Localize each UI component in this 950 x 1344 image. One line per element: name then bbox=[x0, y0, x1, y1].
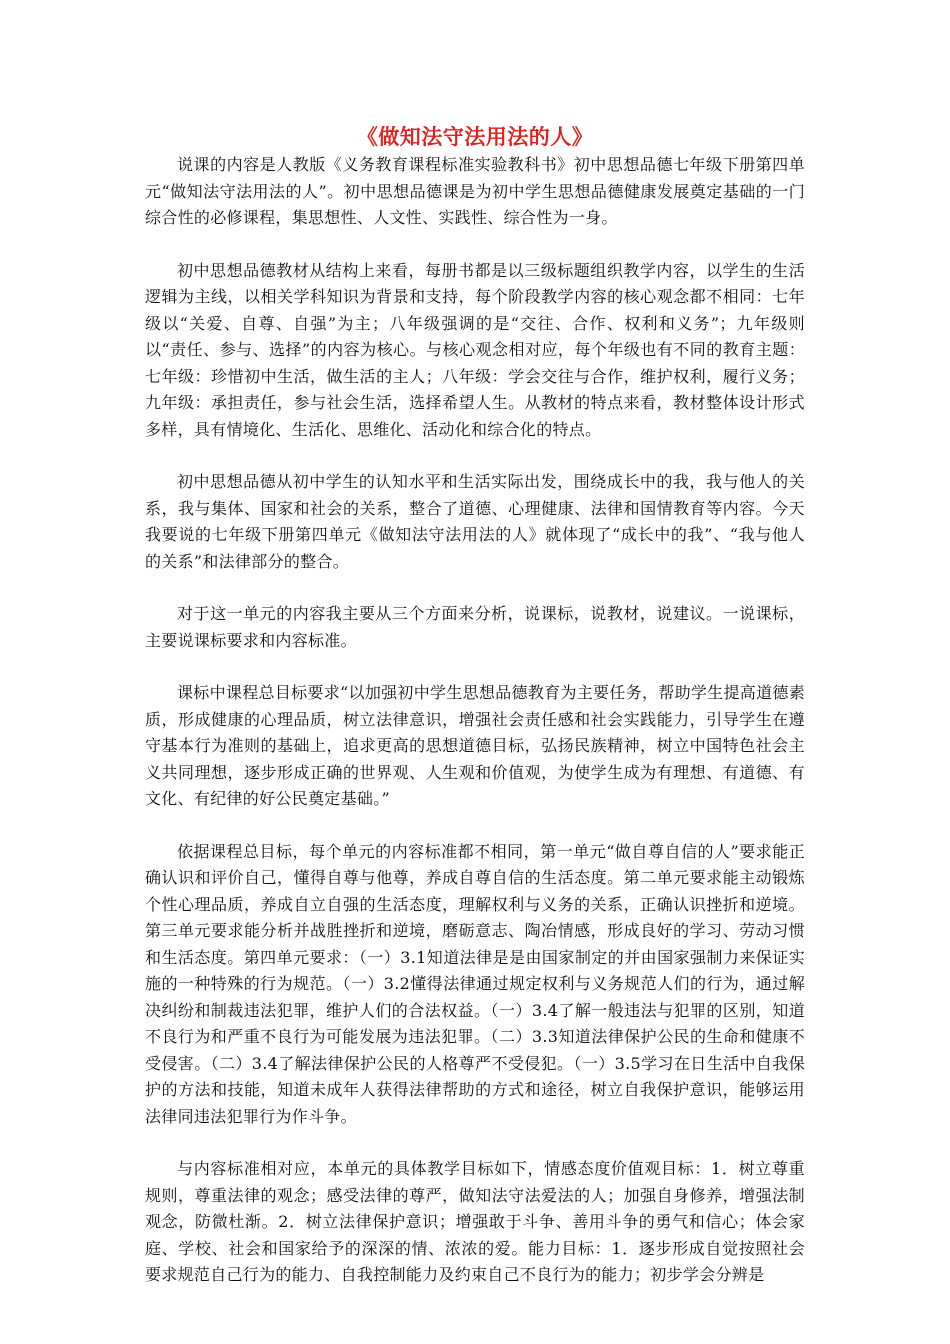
paragraph-analysis-plan: 对于这一单元的内容我主要从三个方面来分析，说课标，说教材，说建议。一说课标，主要说课标要求和内容标准。 bbox=[145, 604, 805, 650]
paragraph-textbook-structure: 初中思想品德教材从结构上来看，每册书都是以三级标题组织教学内容，以学生的生活逻辑为主线，以相关学科知识为背景和支持，每个阶段教学内容的核心观念都不相同：七年级以“关爱、自尊、自强”为主；八年级强调的是“交往、合作、权利和义务”；九年级则以“责任、参与、选择”的内容为核心。与核心观念相对应，每个年级也有不同的教育主题：七年级：珍惜初中生活，做生活的主人；八年级：学会交往与合作，维护权利，履行义务；九年级：承担责任，参与社会生活，选择希望人生。从教材的特点来看，教材整体设计形式多样，具有情境化、生活化、思维化、活动化和综合化的特点。 bbox=[145, 260, 805, 439]
paragraph-intro: 说课的内容是人教版《义务教育课程标准实验教科书》初中思想品德七年级下册第四单元“做知法守法用法的人”。初中思想品德课是为初中学生思想品德健康发展奠定基础的一门综合性的必修课程，集思想性、人文性、实践性、综合性为一身。 bbox=[145, 155, 805, 227]
paragraph-teaching-objectives: 与内容标准相对应，本单元的具体教学目标如下，情感态度价值观目标：1．树立尊重规则，尊重法律的观念；感受法律的尊严，做知法守法爱法的人；加强自身修养，增强法制观念，防微杜渐。2．树立法律保护意识；增强敢于斗争、善用斗争的勇气和信心；体会家庭、学校、社会和国家给予的深深的情、浓浓的爱。能力目标：1．逐步形成自觉按照社会要求规范自己行为的能力、自我控制能力及约束自己不良行为的能力；初步学会分辨是 bbox=[145, 1159, 805, 1284]
paragraph-content-integration: 初中思想品德从初中学生的认知水平和生活实际出发，围绕成长中的我，我与他人的关系，我与集体、国家和社会的关系，整合了道德、心理健康、法律和国情教育等内容。今天我要说的七年级下册第四单元《做知法守法用法的人》就体现了“成长中的我”、“我与他人的关系”和法律部分的整合。 bbox=[145, 472, 805, 571]
paragraph-curriculum-goal: 课标中课程总目标要求“以加强初中学生思想品德教育为主要任务，帮助学生提高道德素质，形成健康的心理品质，树立法律意识，增强社会责任感和社会实践能力，引导学生在遵守基本行为准则的基础上，追求更高的思想道德目标，弘扬民族精神，树立中国特色社会主义共同理想，逐步形成正确的世界观、人生观和价值观，为使学生成为有理想、有道德、有文化、有纪律的好公民奠定基础。” bbox=[145, 683, 805, 808]
document-title: 《做知法守法用法的人》 bbox=[356, 124, 594, 149]
document-body bbox=[145, 122, 805, 1315]
paragraph-content-standards: 依据课程总目标，每个单元的内容标准都不相同，第一单元“做自尊自信的人”要求能正确认识和评价自己，懂得自尊与他尊，养成自尊自信的生活态度。第二单元要求能主动锻炼个性心理品质，养成自立自强的生活态度，理解权利与义务的关系，正确认识挫折和逆境。第三单元要求能分析并战胜挫折和逆境，磨砺意志、陶冶情感，形成良好的学习、劳动习惯和生活态度。第四单元要求：（一）3.1知道法律是是由国家制定的并由国家强制力来保证实施的一种特殊的行为规范。（一）3.2懂得法律通过规定权利与义务规范人们的行为，通过解决纠纷和制裁违法犯罪，维护人们的合法权益。（一）3.4了解一般违法与犯罪的区别，知道不良行为和严重不良行为可能发展为违法犯罪。（二）3.3知道法律保护公民的生命和健康不受侵害。（二）3.4了解法律保护公民的人格尊严不受侵犯。（一）3.5学习在日生活中自我保护的方法和技能，知道未成年人获得法律帮助的方式和途径，树立自我保护意识，能够运用法律同违法犯罪行为作斗争。 bbox=[145, 841, 805, 1126]
